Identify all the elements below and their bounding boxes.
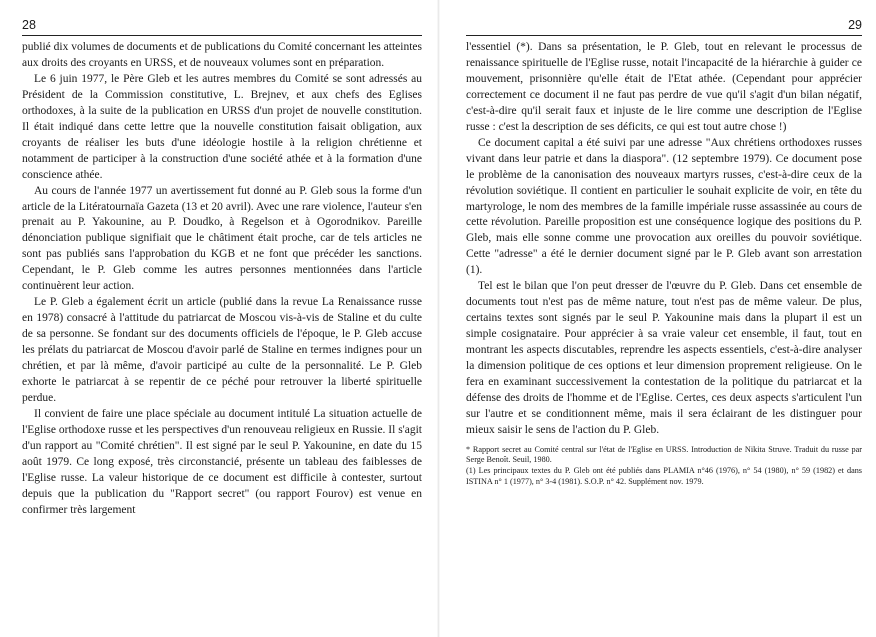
- paragraph: publié dix volumes de documents et de publications du Comité concernant les atteintes aux droits des croyants en URSS, et de nouveaux volumes sont en préparation.: [22, 41, 422, 69]
- header-rule: [22, 35, 422, 36]
- paragraph: Ce document capital a été suivi par une adresse "Aux chrétiens orthodoxes russes vivant dans leur patrie et dans la diaspora". (12 septembre 1979). Ce document pose le problème de la canonisation des nouveaux martyrs russes, c'est-à-dire ceux de la révolution soviétique. Il contient en particulier le souhait explicite de voir, en tête du martyrologe, le nom des membres de la famille impériale russe assassinée au cours de cette révolution. Pareille proposition est une conséquence logique des positions du P. Gleb, mais elle sonne comme une provocation aux oreilles du pouvoir soviétique. Cette "adresse" a été le dernier document signé par le P. Gleb avant son arrestation (1).: [466, 136, 862, 277]
- footnotes: [466, 445, 862, 487]
- paragraph: Il convient de faire une place spéciale au document intitulé La situation actuelle de l'Eglise orthodoxe russe et les perspectives d'un renouveau religieux en Russie. Il s'agit d'un rapport au "Comité chrétien". Il est signé par le seul P. Yakounine, en date du 15 août 1979. Ce long exposé, très circonstancié, présente un tableau des faiblesses de l'Eglise russe. La valeur historique de ce document est difficile à contester, surtout depuis que la publication du "Rapport secret" (ou rapport Fourov) est venue en confirmer très largement: [22, 407, 422, 516]
- paragraph: Au cours de l'année 1977 un avertissement fut donné au P. Gleb sous la forme d'un article de la Litératournaïa Gazeta (13 et 20 avril). Avec une rare violence, l'auteur s'en prenait au P. Yakounine, au P. Doudko, à Regelson et à Ogorodnikov. Pareille dénonciation publique signifiait que le châtiment était proche, car de tels articles ne sont pas publiés sans l'approbation du KGB et ne font que précéder les sanctions. Cependant, le P. Gleb comme les autres personnes mentionnées dans l'article continuèrent leur action.: [22, 184, 422, 293]
- right-page-body: [466, 40, 862, 439]
- page-number: 28: [22, 18, 36, 32]
- page-number: 29: [848, 18, 862, 32]
- right-page: [442, 0, 876, 637]
- header-rule: [466, 35, 862, 36]
- right-page-header: [466, 0, 862, 40]
- paragraph: Tel est le bilan que l'on peut dresser de l'œuvre du P. Gleb. Dans cet ensemble de documents tout n'est pas de même nature, tout n'est pas de même valeur. De plus, certains textes sont signés par le seul P. Yakounine mais dans la plupart il est un simple cosignataire. Pour apprécier à sa vraie valeur cet ensemble, il faut, tout en montrant les aspects discutables, reprendre les aspects essentiels, c'est-à-dire analyser la dimension politique de ces options et leur dimension proprement religieuse. On le fera en examinant successivement la contestation de la politique du patriarcat et la défense des droits de l'homme et de l'Eglise. Certes, ces deux aspects s'articulent l'un sur l'autre et se conditionnent même, mais il sera éclairant de les distinguer pour mieux saisir le sens de l'action du P. Gleb.: [466, 280, 862, 436]
- book-gutter: [437, 0, 440, 637]
- footnote: (1) Les principaux textes du P. Gleb ont été publiés dans PLAMIA n°46 (1976), n° 54 (1980), n° 59 (1982) et dans ISTINA n° 1 (1977), n° 3-4 (1981). S.O.P. n° 42. Supplément nov. 1979.: [466, 466, 862, 486]
- left-page-header: [22, 0, 422, 40]
- paragraph: Le 6 juin 1977, le Père Gleb et les autres membres du Comité se sont adressés au Président de la Commission constitutive, L. Brejnev, et aux chefs des Eglises orthodoxes, à la suite de la publication en URSS d'un projet de nouvelle constitution. Il était indiqué dans cette lettre que la nouvelle constitution faisait obligation, aux croyants de réaliser les buts d'une idéologie hostile à la religion chrétienne et notamment de participer à la construction d'une société athée et à la formation d'une conscience athée.: [22, 72, 422, 181]
- paragraph: l'essentiel (*). Dans sa présentation, le P. Gleb, tout en relevant le processus de renaissance spirituelle de l'Eglise russe, notait l'incapacité de la hiérarchie à guider ce mouvement, prisonnière qu'elle était de l'Etat athée. (Cependant pour apprécier correctement ce document il ne faut pas perdre de vue qu'il s'agit d'un bilan négatif, c'est-à-dire qu'il serait faux et injuste de le lire comme une description de l'Eglise russe : c'est la description de ses déficits, ce qui est tout autre chose !): [466, 41, 862, 133]
- footnote: * Rapport secret au Comité central sur l'état de l'Eglise en URSS. Introduction de Nikita Struve. Traduit du russe par Serge Benoît. Seuil, 1980.: [466, 444, 862, 465]
- paragraph: Le P. Gleb a également écrit un article (publié dans la revue La Renaissance russe en 1978) consacré à l'attitude du patriarcat de Moscou vis-à-vis de Staline et du culte de sa personne. Se fondant sur des documents officiels de l'époque, le P. Gleb accuse les prélats du patriarcat de Moscou d'avoir parlé de Staline en termes indignes pour un chrétien, et par là même, d'avoir participé au culte de la personnalité. Le P. Gleb exhorte le patriarcat à se repentir de ce péché pour retrouver la liberté spirituelle perdue.: [22, 296, 422, 404]
- left-page-body: [22, 40, 422, 519]
